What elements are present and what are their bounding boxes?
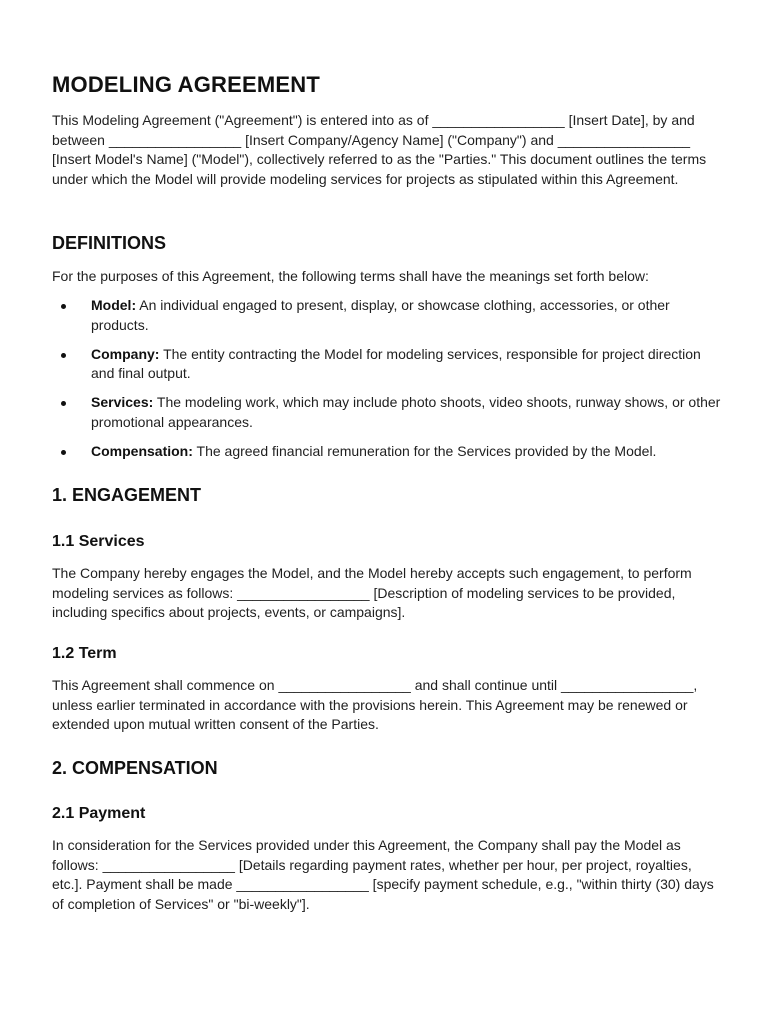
intro-paragraph: This Modeling Agreement ("Agreement") is entered into as of _________________ [Insert Date], by and between _________________ [Insert Company/Agency Name] ("Company") and _________________ [Insert Model's Name] ("Model"), collectively referred to as the "Parties." This document outlines the terms under which the Model will provide modeling services for projects as stipulated within this Agreement. bbox=[52, 112, 707, 187]
payment-subheading: 2.1 Payment bbox=[52, 805, 146, 822]
engagement-heading: 1. ENGAGEMENT bbox=[52, 485, 202, 505]
bullet-icon bbox=[61, 450, 66, 455]
definition-term: Compensation: bbox=[91, 443, 193, 460]
payment-paragraph: In consideration for the Services provided under this Agreement, the Company shall pay the Model as follows: _________________ [Details regarding payment rates, whether per hour, per project, royalties, etc.]. Payment shall be made _________________ [specify payment schedule, e.g., "within thirty (30) days of completion of Services" or "bi-weekly"]. bbox=[52, 837, 714, 912]
definitions-list bbox=[52, 296, 722, 471]
bullet-icon bbox=[61, 304, 66, 309]
definition-item bbox=[52, 442, 722, 462]
compensation-heading: 2. COMPENSATION bbox=[52, 758, 218, 778]
definition-text: An individual engaged to present, display, or showcase clothing, accessories, or other products. bbox=[91, 297, 670, 333]
bullet-icon bbox=[61, 353, 66, 358]
term-paragraph: This Agreement shall commence on _________________ and shall continue until _________________, unless earlier terminated in accordance with the provisions herein. This Agreement may be renewed or extended upon mutual written consent of the Parties. bbox=[52, 677, 698, 733]
document-title: MODELING AGREEMENT bbox=[52, 72, 321, 97]
definition-item bbox=[52, 296, 722, 335]
definition-text: The entity contracting the Model for modeling services, responsible for project direction and final output. bbox=[91, 345, 701, 382]
definition-term: Model: bbox=[91, 297, 137, 313]
definition-text: The agreed financial remuneration for the Services provided by the Model. bbox=[192, 443, 657, 460]
term-subheading: 1.2 Term bbox=[52, 645, 117, 662]
definition-item bbox=[52, 393, 722, 432]
definition-term: Company: bbox=[91, 345, 160, 362]
bullet-icon bbox=[61, 401, 66, 406]
definition-text: The modeling work, which may include photo shoots, video shoots, runway shows, or other promotional appearances. bbox=[91, 394, 721, 430]
definitions-lead: For the purposes of this Agreement, the following terms shall have the meanings set forth below: bbox=[52, 268, 649, 284]
definition-item bbox=[52, 345, 722, 384]
definition-term: Services: bbox=[91, 394, 154, 411]
services-paragraph: The Company hereby engages the Model, and the Model hereby accepts such engagement, to perform modeling services as follows: _________________ [Description of modeling services to be provided, including specifics about projects, events, or campaigns]. bbox=[52, 565, 692, 621]
definitions-heading: DEFINITIONS bbox=[52, 233, 167, 253]
services-subheading: 1.1 Services bbox=[52, 533, 145, 550]
